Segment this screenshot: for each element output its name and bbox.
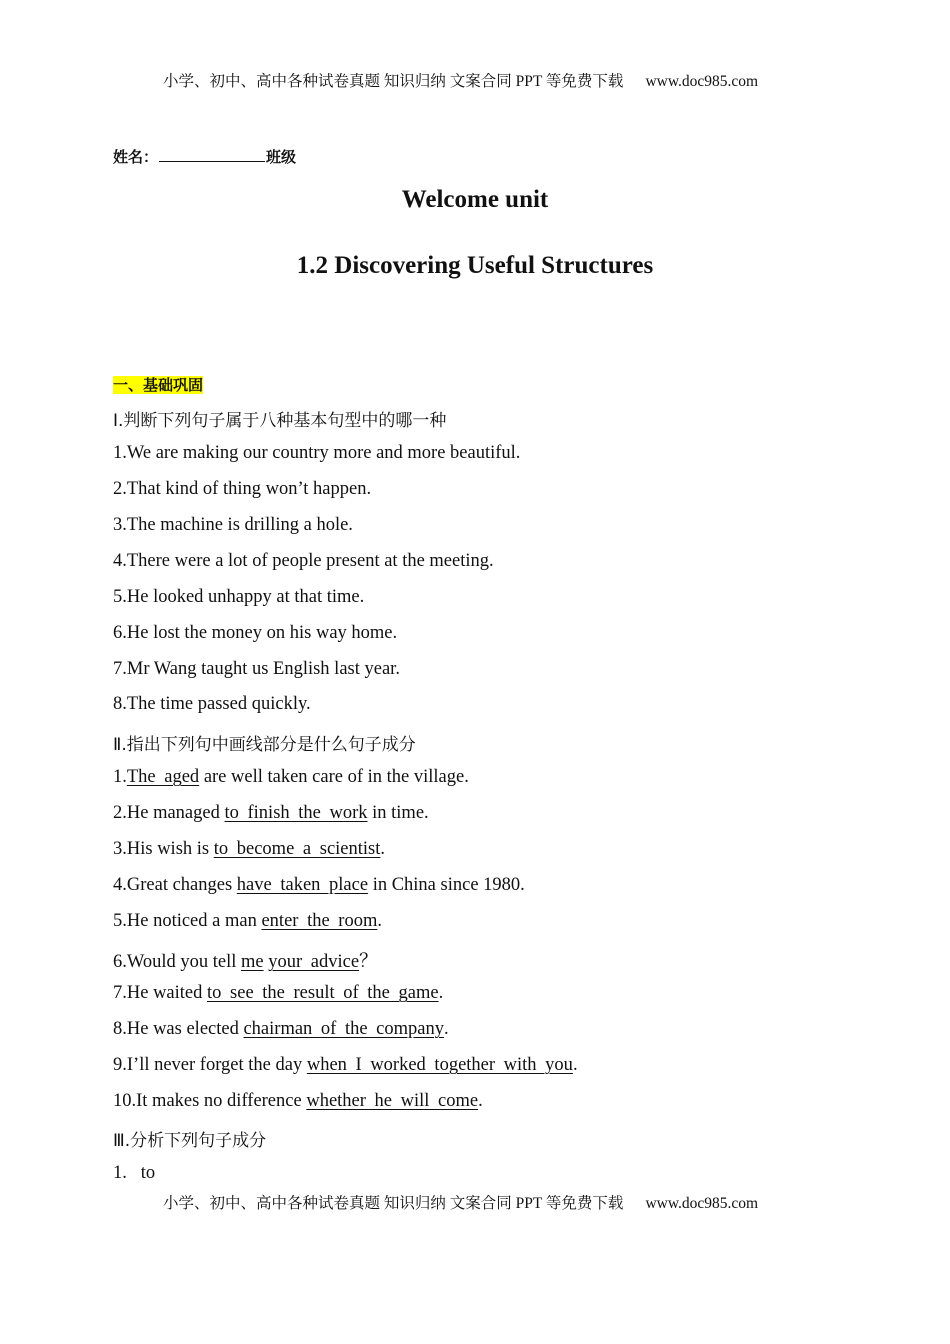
part2-item: 5.He noticed a man enter the room. xyxy=(113,911,382,931)
part2-heading: Ⅱ.指出下列句中画线部分是什么句子成分 xyxy=(113,735,416,755)
underlined-part: to see the result of the game xyxy=(207,983,439,1003)
part1-item: 6.He lost the money on his way home. xyxy=(113,623,398,643)
section-heading xyxy=(113,374,203,395)
footer-text: 小学、初中、高中各种试卷真题 知识归纳 文案合同 PPT 等免费下载 xyxy=(163,1195,624,1212)
underlined-part: enter the room xyxy=(261,911,378,931)
page-header xyxy=(163,69,758,91)
part3-heading: Ⅲ.分析下列句子成分 xyxy=(113,1131,267,1151)
underlined-part: The aged xyxy=(126,767,200,787)
part2-item: 7.He waited to see the result of the game. xyxy=(113,983,444,1003)
underlined-part: me xyxy=(241,952,264,972)
name-label: 姓名： xyxy=(113,148,159,166)
section-heading-label: 一、基础巩固 xyxy=(113,376,204,394)
underlined-part: when I worked together with you xyxy=(306,1055,573,1075)
part1-item: 3.The machine is drilling a hole. xyxy=(113,515,353,535)
part2-item: 4.Great changes have taken place in China since 1980. xyxy=(113,875,525,895)
part2-item: 9.I’ll never forget the day when I worked together with you. xyxy=(113,1055,578,1075)
part1-item: 2.That kind of thing won’t happen. xyxy=(113,479,372,499)
part1-item: 1.We are making our country more and more beautiful. xyxy=(113,443,521,463)
footer-url[interactable]: www.doc985.com xyxy=(645,1195,759,1212)
part1-item: 8.The time passed quickly. xyxy=(113,694,311,714)
class-label: 班级 xyxy=(266,148,297,166)
header-url[interactable]: www.doc985.com xyxy=(645,73,759,90)
part1-heading: Ⅰ.判断下列句子属于八种基本句型中的哪一种 xyxy=(113,411,447,431)
underlined-part: to become a scientist xyxy=(213,839,381,859)
page-footer xyxy=(163,1191,758,1213)
underlined-part: whether he will come xyxy=(306,1091,479,1111)
part1-item: 5.He looked unhappy at that time. xyxy=(113,587,365,607)
part1-item: 7.Mr Wang taught us English last year. xyxy=(113,659,400,679)
part1-item: 4.There were a lot of people present at the meeting. xyxy=(113,551,494,571)
part2-item: 10.It makes no difference whether he will come. xyxy=(113,1091,483,1111)
part2-item: 1.The aged are well taken care of in the village. xyxy=(113,767,469,787)
page-subtitle: 1.2 Discovering Useful Structures xyxy=(296,252,654,279)
header-text: 小学、初中、高中各种试卷真题 知识归纳 文案合同 PPT 等免费下载 xyxy=(163,73,624,90)
part2-item: 3.His wish is to become a scientist. xyxy=(113,839,386,859)
underlined-part: chairman of the company xyxy=(243,1019,444,1039)
underlined-part: your advice xyxy=(268,952,360,972)
name-class-line xyxy=(113,146,296,167)
part2-item: 8.He was elected chairman of the company. xyxy=(113,1019,449,1039)
underlined-part: have taken place xyxy=(236,875,369,895)
page-title: Welcome unit xyxy=(401,186,549,213)
name-blank[interactable] xyxy=(159,147,265,162)
underlined-part: to finish the work xyxy=(224,803,368,823)
part2-item: 6.Would you tell me your advice？ xyxy=(113,952,378,972)
part3-item: 1. to xyxy=(113,1163,156,1183)
part2-item: 2.He managed to finish the work in time. xyxy=(113,803,429,823)
